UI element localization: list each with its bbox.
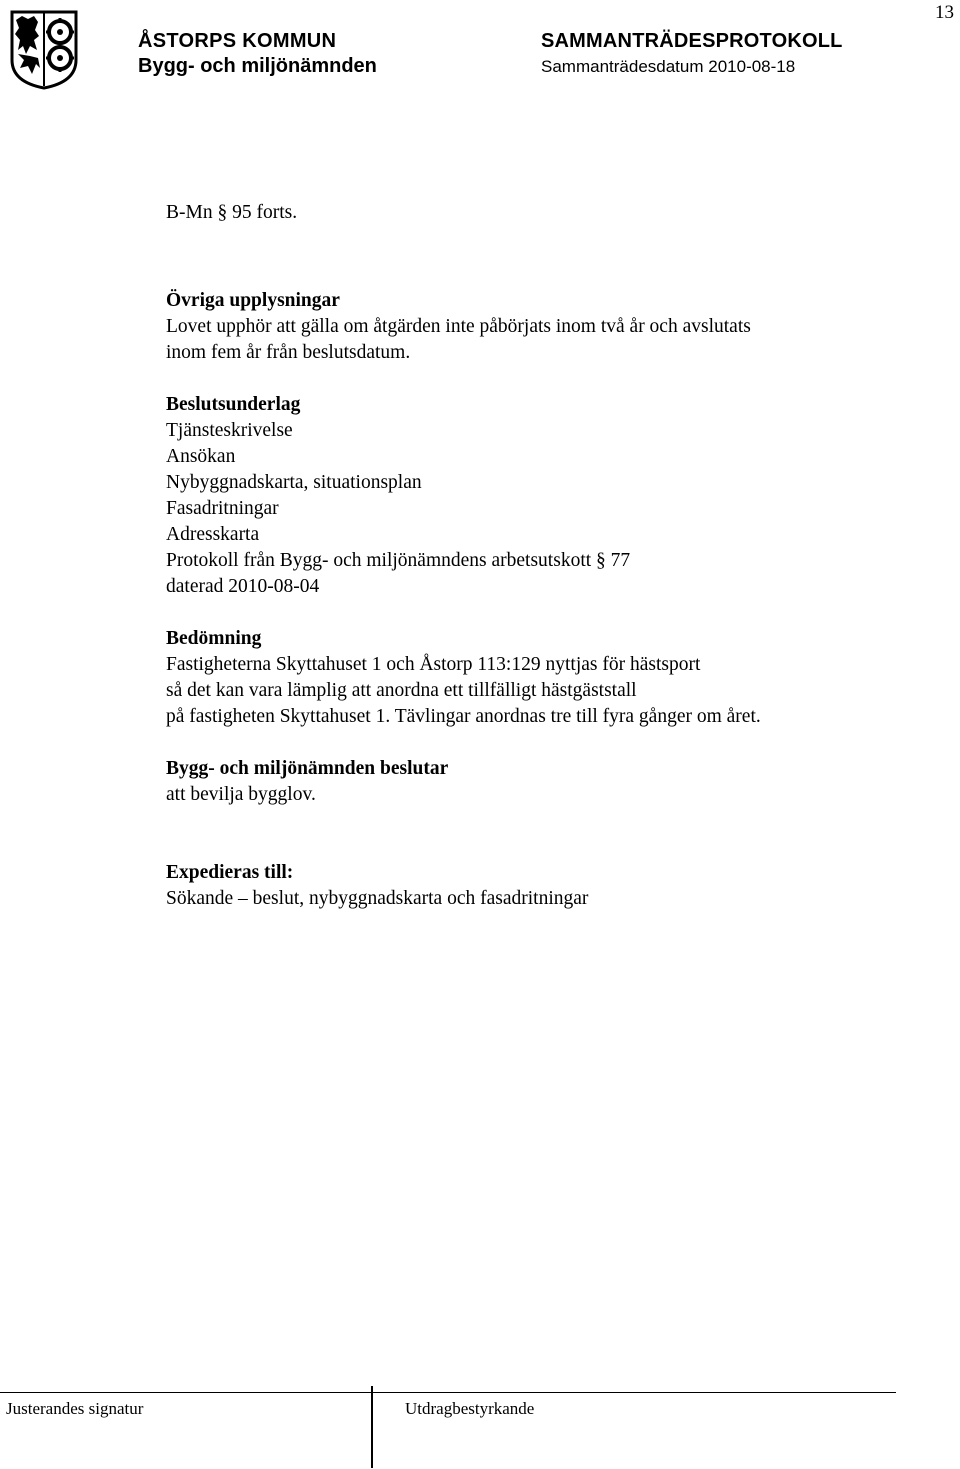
document-body [166, 200, 926, 912]
decision-text: att bevilja bygglov. [166, 784, 316, 805]
section-beslutsunderlag [166, 392, 926, 600]
section-ovriga-upplysningar [166, 288, 926, 366]
list-item: Ansökan [166, 446, 236, 467]
list-item: Adresskarta [166, 524, 260, 545]
list-item: Fasadritningar [166, 498, 279, 519]
paragraph-line: Lovet upphör att gälla om åtgärden inte påbörjats inom två år och avslutats [166, 316, 751, 337]
list-item: Protokoll från Bygg- och miljönämndens arbetsutskott § 77 [166, 550, 631, 571]
section-heading: Övriga upplysningar [166, 290, 340, 311]
section-heading: Beslutsunderlag [166, 394, 301, 415]
section-beslut [166, 756, 926, 808]
paragraph-line: Fastigheterna Skyttahuset 1 och Åstorp 113:129 nyttjas för hästsport [166, 654, 701, 675]
org-name: ÅSTORPS KOMMUN [138, 30, 337, 52]
paragraph-line: så det kan vara lämplig att anordna ett tillfälligt hästgäststall [166, 680, 637, 701]
footer-column-divider [371, 1386, 373, 1468]
section-heading: Expedieras till: [166, 862, 294, 883]
section-bedomning [166, 626, 926, 730]
document-type: SAMMANTRÄDESPROTOKOLL [541, 30, 843, 52]
extract-certification-label: Utdragbestyrkande [405, 1399, 535, 1418]
footer-divider [0, 1392, 896, 1393]
list-item: Tjänsteskrivelse [166, 420, 293, 441]
list-item: Nybyggnadskarta, situationsplan [166, 472, 422, 493]
section-heading: Bedömning [166, 628, 262, 649]
paragraph-line: på fastigheten Skyttahuset 1. Tävlingar anordnas tre till fyra gånger om året. [166, 706, 761, 727]
committee-name: Bygg- och miljönämnden [138, 55, 377, 77]
meeting-date: Sammanträdesdatum 2010-08-18 [541, 57, 796, 76]
list-item: daterad 2010-08-04 [166, 576, 320, 597]
section-reference: B-Mn § 95 forts. [166, 202, 298, 223]
page-number: 13 [935, 2, 954, 23]
paragraph-line: inom fem år från beslutsdatum. [166, 342, 411, 363]
distribution-text: Sökande – beslut, nybyggnadskarta och fasadritningar [166, 888, 589, 909]
signature-label: Justerandes signatur [6, 1399, 144, 1418]
municipal-coat-of-arms-icon [10, 10, 78, 90]
section-heading: Bygg- och miljönämnden beslutar [166, 758, 449, 779]
section-expedieras [166, 860, 926, 912]
